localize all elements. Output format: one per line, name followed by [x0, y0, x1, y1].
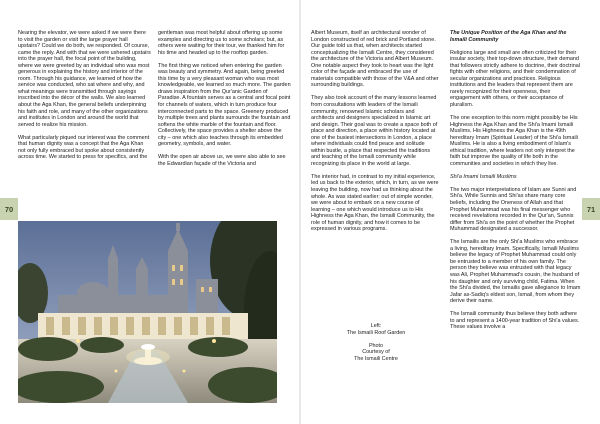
paragraph: The two major interpretations of Islam are Sunni and Shi'a. While Sunnis and Shi'as share many core beliefs, including the Oneness of Allah and that Prophet Muhammad was his final messenger who received revelations recorded in the Qur'an, Sunnis differ from Shi'a on the point of whether the Prophet Muhammad designated a successor.: [450, 186, 577, 233]
left-page-column-1: [18, 30, 151, 222]
right-page-column-2: [450, 30, 581, 418]
paragraph: The Ismaili community thus believe they both adhere to and represent a 1400-year tradition of Shi'a values. These values involve a: [450, 311, 580, 331]
roof-garden-photo-icon: [18, 221, 277, 403]
section-heading: The Unique Position of the Aga Khan and the Ismaili Community: [450, 30, 567, 43]
paragraph: Nearing the elevator, we were asked if we were there to visit the garden or visit the large prayer hall upstairs? Could we do both, we responded. Of course, came the reply. And with that we were ushered upstairs into the prayer hall, the focal point of the building, where we were greeted by an individual who was most generous in explaining the history and interior of the room. Through his guidance, we learned of how the service was conducted, who sat where and why, and what meanings were transmitted through sayings inscribed into the décor of the walls. We also learned about the Aga Khan, the general beliefs underpinning his faith and role, and many of the other organizations and institutes in London and around the world that served to realize his mission.: [18, 30, 151, 128]
paragraph: The first thing we noticed when entering the garden was beauty and symmetry. And again, being greeted this time by a very pleasant woman who was most knowledgeable, we learned so much more. The garden draws inspiration from the Qur'anic Garden of Paradise. A fountain serves as a central and focal point for channels of waters, which in turn produce four interconnected parts to the space. Greenery produced by multiple trees and plants surrounds the fountain and softens the white marble of the fountain and floor. Collectively, the space provides a shelter above the city – one which also teaches through its embedded geometry, symbols, and water.: [158, 62, 291, 148]
page-gutter: [299, 0, 301, 424]
paragraph: The Ismailis are the only Shi'a Muslims who embrace a living, hereditary Imam. Specifically, Ismaili Muslims believe the legacy of Prophet Muhammad could only be entrusted to a member of his own family. The person they believe was entrusted with that legacy was Ali, Prophet Muhammad's cousin, the husband of his daughter and only surviving child, Fatima. When the Shi'a divided, the Ismailis gave allegiance to Imam Jafar as-Sadiq's eldest son, Ismail, from whom they derive their name.: [450, 239, 581, 305]
caption-credit-source: The Ismaili Centre: [354, 355, 398, 362]
paragraph: What particularly piqued our interest was the comment that human dignity was a concept that the Aga Khan not only fully embraced but spoke about consistently across time. We started to press for specifics, and the: [18, 134, 150, 161]
photo-caption: [318, 323, 434, 362]
roof-garden-photo: [18, 221, 277, 403]
paragraph: Albert Museum, itself an architectural wonder of London constructed of red brick and Portland stone. Our guide told us that, when architects started conceptualizing the Ismaili Centre, they considered the architecture of the Victoria and Albert Museum. One notable aspect they took to heart was the light color of the façade and embraced the use of materials compatible with those of the V&A and other surrounding buildings.: [311, 30, 439, 89]
right-page-column-1: [311, 30, 439, 290]
left-page-column-2: [158, 30, 291, 222]
paragraph: They also took account of the many lessons learned from consultations with leaders of the Ismaili community, renowned Islamic scholars and architects and designers specialized in Islamic art and design. Their goal was to create a space both of place and direction, a place within history located at one of the busiest intersections in London, a place where individuals could find peace and solitude within bustle, a place that respected the traditions and teaching of the Ismaili community while recognizing its place in the world at large.: [311, 95, 438, 167]
caption-title: The Ismaili Roof Garden: [346, 329, 406, 336]
caption-position: Left:: [370, 323, 382, 329]
caption-credit-courtesy: Courtesy of: [362, 349, 390, 355]
section-subheading: Shi'a Imami Ismaili Muslims: [450, 173, 517, 180]
paragraph: With the open air above us, we were also able to see the Edwardian façade of the Victoria and: [158, 154, 286, 167]
page-number-right: 71: [582, 198, 600, 220]
paragraph: The one exception to this norm might possibly be His Highness the Aga Khan and the Shi'a Imami Ismaili Muslims. His Highness the Aga Khan is the 49th hereditary Imam (Spiritual Leader) of the Shi'a Ismaili Muslims. He is also a living embodiment of Islam's ethical tradition, where leaders not only interpret the faith but improve the quality of life both in the communities and societies in which they live.: [450, 115, 578, 167]
page-number-left: 70: [0, 198, 18, 220]
paragraph: gentleman was most helpful about offering up some examples and directing us to some scholars; but, as others were waiting for their tour, we thanked him for his time and headed up to the rooftop garden.: [158, 30, 285, 56]
paragraph: Religions large and small are often criticized for their insular society, their top-down structure, their demand that followers strictly adhere to doctrine, their doctrinal fights with other religions, and their condemnation of secular organizations and practices. Religious institutions and the leaders that represent them are rarely recognized for their openness, their engagement with others, or their acceptance of pluralism.: [450, 49, 580, 108]
paragraph: The interior had, in contrast to my initial experience, led us back to the exterior, which, in turn, as we were leaving the building, now had us thinking about the whole. As was stated earlier: out of simple wonder, we were about to embark on a new course of learning – one which would introduce us to His Highness the Aga Khan, the Ismaili Community, the role of human dignity, and how it comes to be expressed in various programs.: [311, 173, 439, 233]
caption-credit-label: Photo: [368, 342, 384, 349]
